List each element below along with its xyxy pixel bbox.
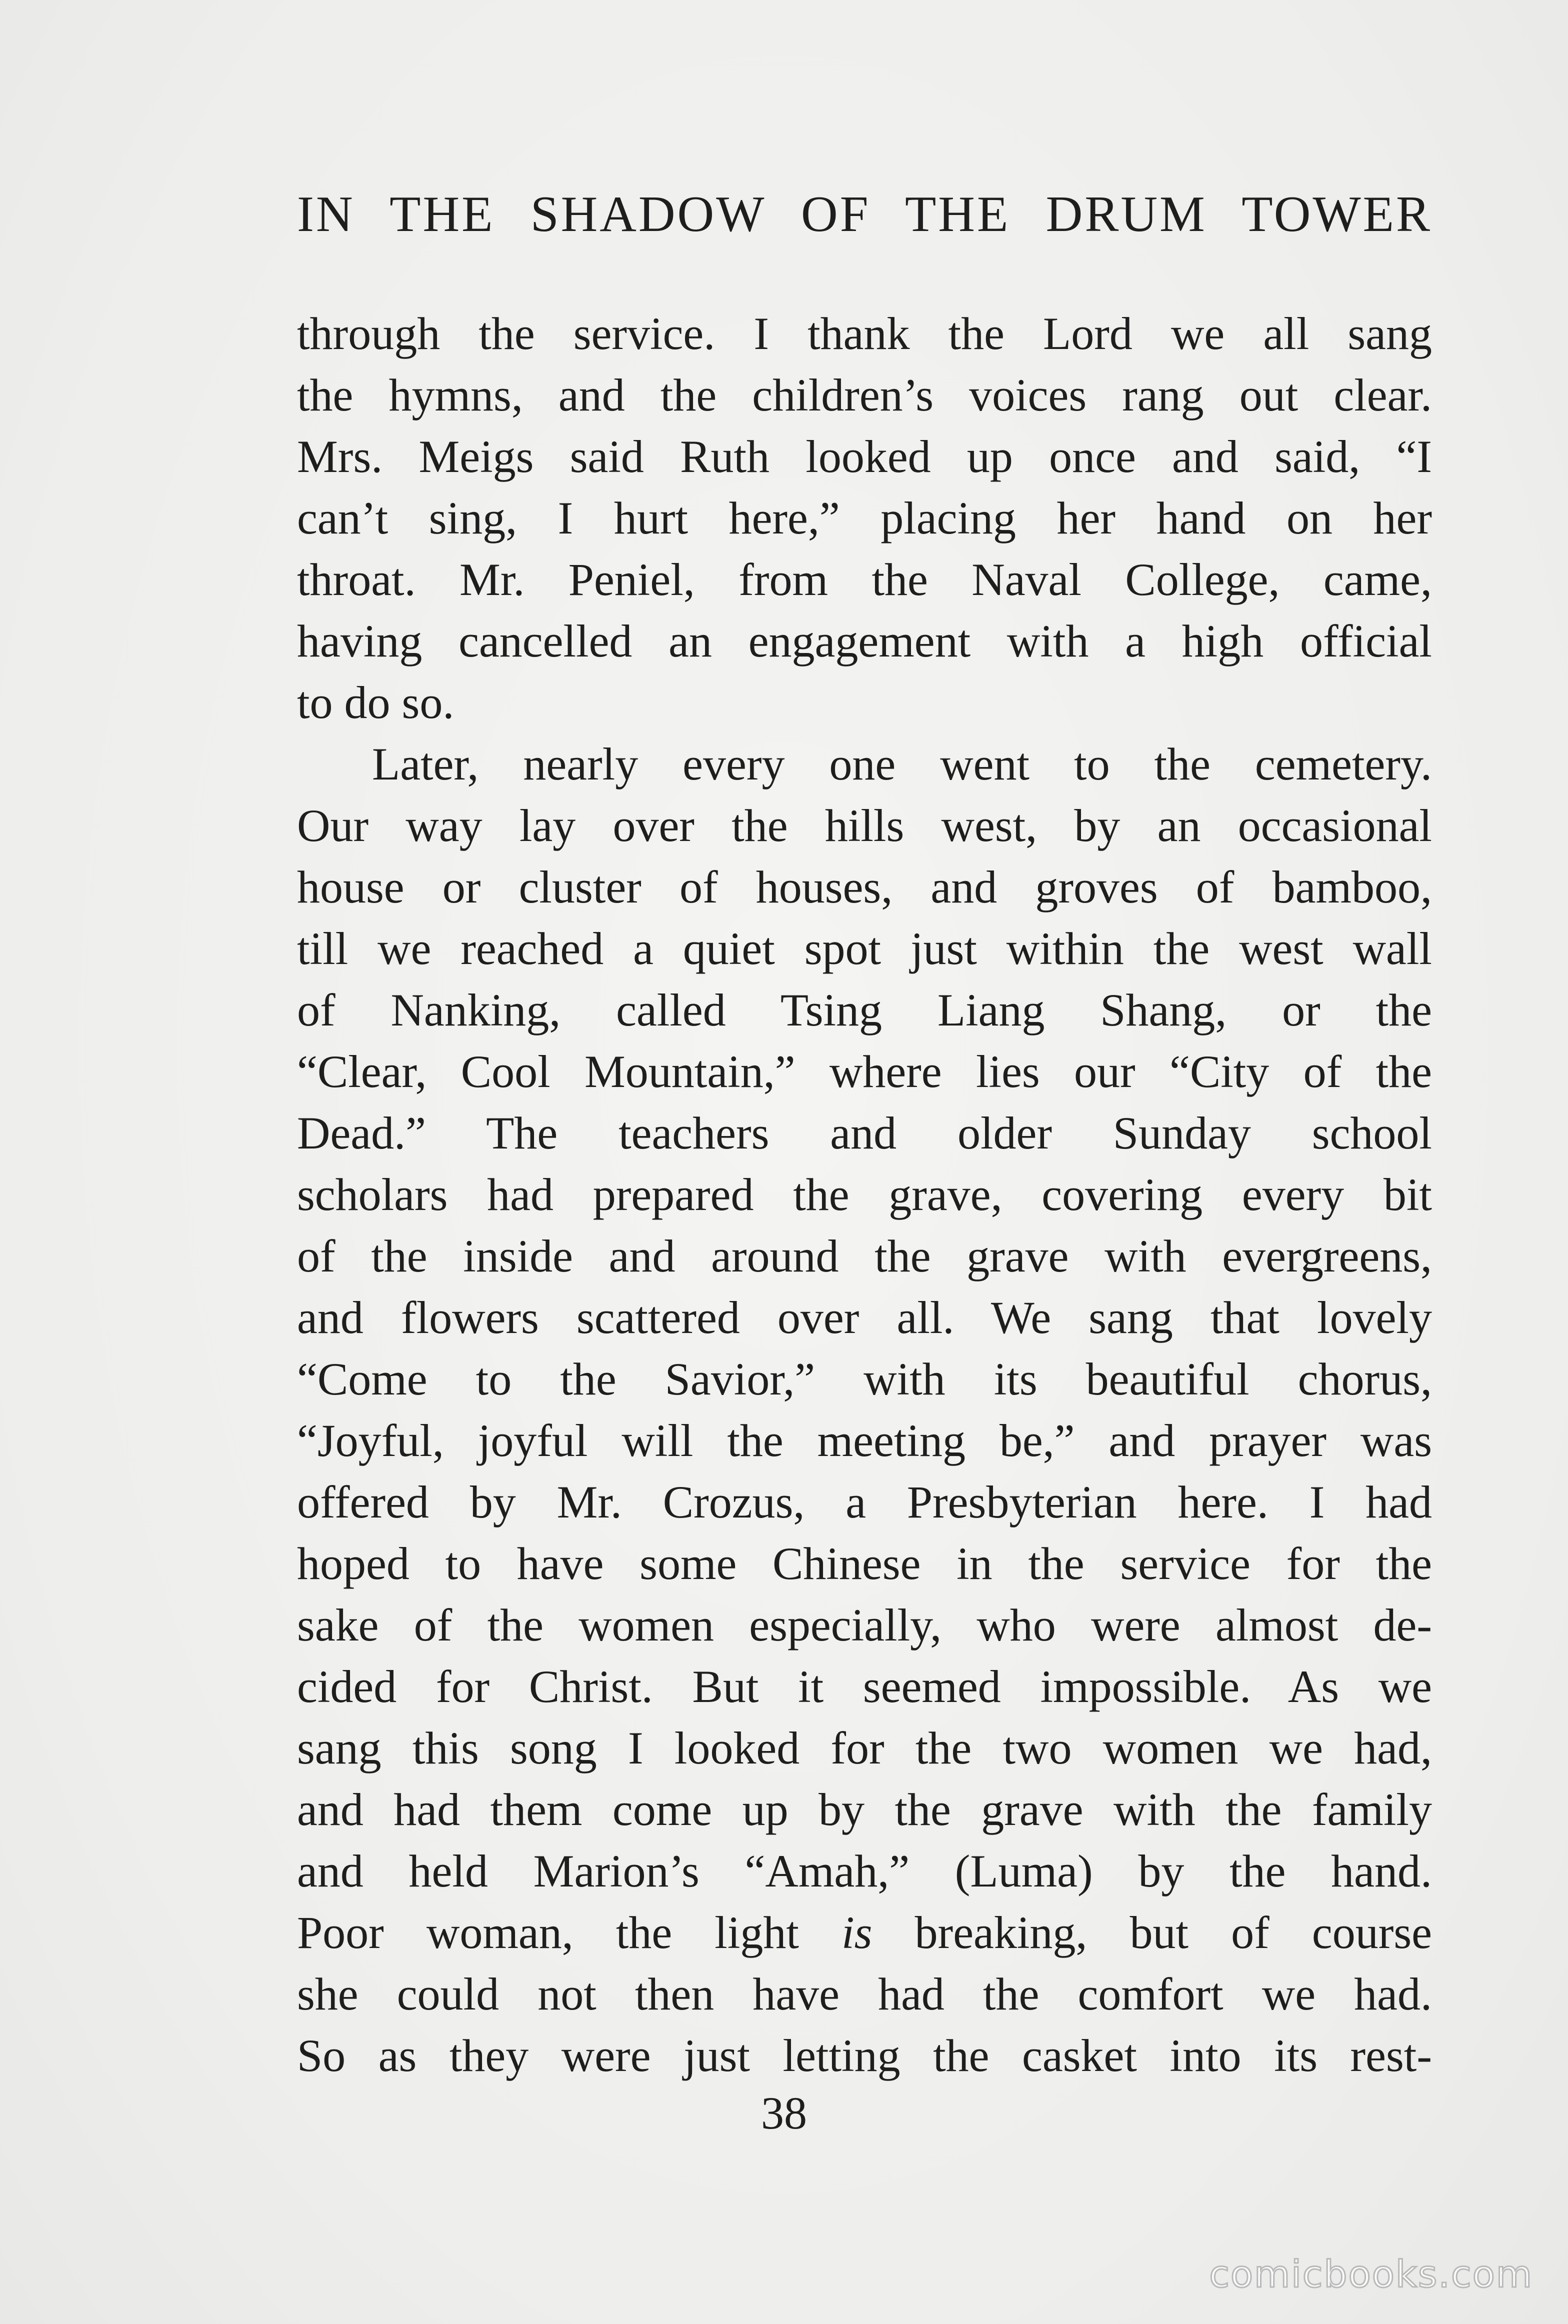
text-line: throat. Mr. Peniel, from the Naval College, came, — [297, 554, 1432, 605]
text-line: scholars had prepared the grave, covering every bit — [297, 1169, 1432, 1220]
text-line: house or cluster of houses, and groves of bamboo, — [297, 862, 1432, 912]
text-line: and flowers scattered over all. We sang that lovely — [297, 1292, 1432, 1343]
text-line: Later, nearly every one went to the cemetery. — [372, 738, 1432, 790]
text-line: she could not then have had the comfort we had. — [297, 1968, 1432, 2020]
text-line: Mrs. Meigs said Ruth looked up once and said, “I — [297, 431, 1432, 482]
text-line: to do so. — [297, 677, 454, 728]
text-line: and had them come up by the grave with the family — [297, 1784, 1432, 1835]
text-line: “Come to the Savior,” with its beautiful chorus, — [297, 1354, 1432, 1404]
text-line: sang this song I looked for the two women we had, — [297, 1722, 1432, 1774]
text-line: till we reached a quiet spot just within the west wall — [297, 923, 1432, 974]
text-line: having cancelled an engagement with a high official — [297, 616, 1432, 666]
text-line: “Joyful, joyful will the meeting be,” and prayer was — [297, 1415, 1432, 1466]
text-line: sake of the women especially, who were almost de- — [297, 1600, 1432, 1650]
text-line: Our way lay over the hills west, by an occasional — [297, 800, 1432, 851]
text-line: of the inside and around the grave with evergreens, — [297, 1230, 1432, 1282]
text-line: and held Marion’s “Amah,” (Luma) by the hand. — [297, 1846, 1432, 1896]
text-line: through the service. I thank the Lord we all sang — [297, 308, 1432, 359]
text-line: Dead.” The teachers and older Sunday school — [297, 1108, 1432, 1158]
text-line: hoped to have some Chinese in the service for the — [297, 1538, 1432, 1589]
text-line: “Clear, Cool Mountain,” where lies our “City of the — [297, 1046, 1432, 1097]
text-line: Poor woman, the light is breaking, but of course — [297, 1907, 1432, 1958]
text-line: of Nanking, called Tsing Liang Shang, or the — [297, 984, 1432, 1036]
text-line: cided for Christ. But it seemed impossible. As we — [297, 1661, 1432, 1712]
text-line: offered by Mr. Crozus, a Presbyterian here. I had — [297, 1476, 1432, 1528]
text-line: can’t sing, I hurt here,” placing her hand on her — [297, 492, 1432, 544]
body-text — [297, 303, 1432, 2086]
watermark: comicbooks.com — [1209, 2253, 1533, 2296]
text-line: the hymns, and the children’s voices rang out clear. — [297, 370, 1432, 420]
page-number: 38 — [761, 2088, 807, 2138]
text-line: So as they were just letting the casket into its rest- — [297, 2030, 1432, 2081]
running-head: IN THE SHADOW OF THE DRUM TOWER — [297, 186, 1432, 242]
emphasis: is — [842, 1907, 872, 1958]
